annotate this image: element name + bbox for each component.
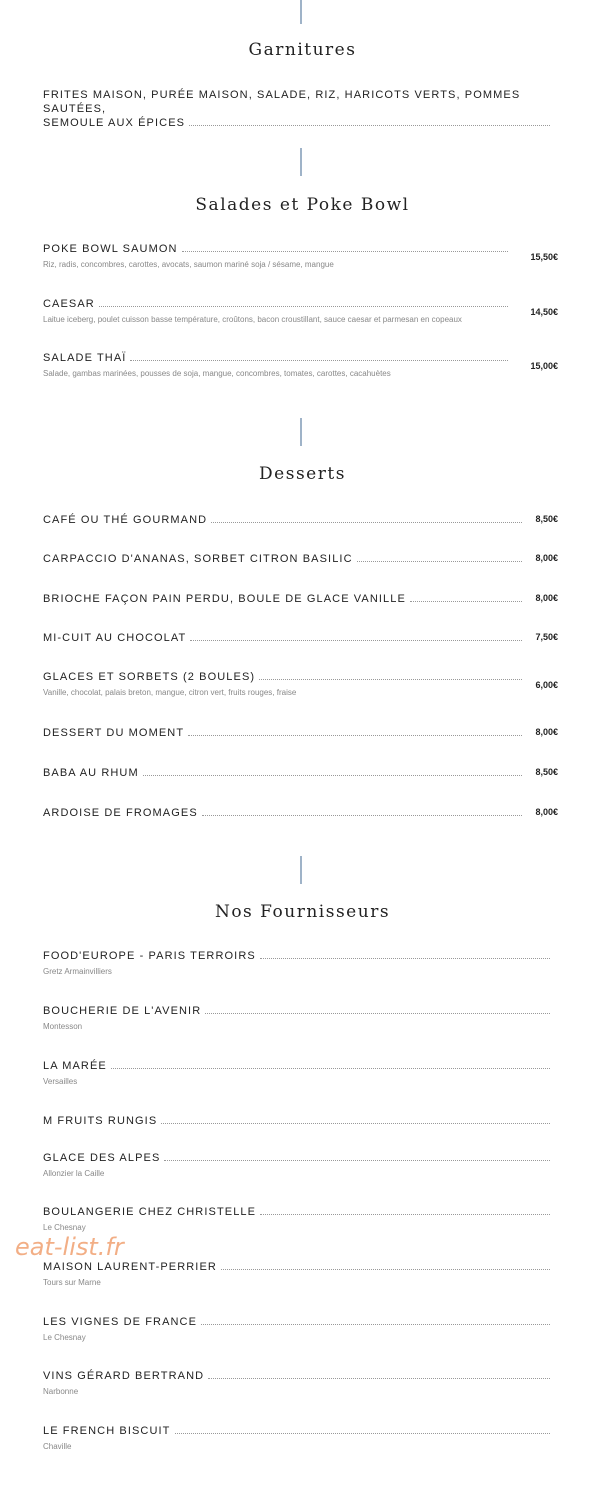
dot-leader bbox=[410, 601, 522, 602]
supplier-location: Chaville bbox=[43, 1442, 72, 1451]
section-title-salades: Salades et Poke Bowl bbox=[195, 195, 410, 215]
dot-leader bbox=[205, 1013, 550, 1014]
supplier-item bbox=[43, 1151, 558, 1178]
item-name: BABA AU RHUM bbox=[43, 767, 139, 779]
item-price: 14,50€ bbox=[530, 307, 558, 317]
supplier-location: Montesson bbox=[43, 1022, 83, 1031]
item-price: 8,50€ bbox=[535, 767, 558, 777]
item-price: 8,00€ bbox=[535, 593, 558, 603]
item-price: 6,00€ bbox=[535, 680, 558, 690]
dot-leader bbox=[202, 815, 522, 816]
supplier-item bbox=[43, 1059, 558, 1086]
menu-item bbox=[43, 297, 558, 324]
supplier-location: Tours sur Marne bbox=[43, 1278, 101, 1287]
item-description: Vanille, chocolat, palais breton, mangue, citron vert, fruits rouges, fraise bbox=[43, 688, 297, 697]
menu-item bbox=[43, 592, 558, 606]
dot-leader bbox=[99, 306, 508, 307]
supplier-name: VINS GÉRARD BERTRAND bbox=[43, 1370, 205, 1382]
menu-item bbox=[43, 351, 558, 378]
supplier-location: Narbonne bbox=[43, 1387, 79, 1396]
dot-leader bbox=[357, 561, 522, 562]
garnitures-text-line2: SEMOULE AUX ÉPICES bbox=[43, 117, 186, 129]
dot-leader bbox=[188, 735, 522, 736]
supplier-item bbox=[43, 1004, 558, 1031]
dot-leader bbox=[175, 1433, 551, 1434]
section-title-desserts: Desserts bbox=[259, 464, 346, 484]
item-price: 8,00€ bbox=[535, 727, 558, 737]
supplier-item bbox=[43, 1114, 558, 1128]
garnitures-list bbox=[43, 88, 550, 130]
item-name: GLACES ET SORBETS (2 BOULES) bbox=[43, 671, 256, 683]
menu-item bbox=[43, 670, 558, 697]
supplier-item bbox=[43, 1315, 558, 1342]
dot-leader bbox=[211, 522, 522, 523]
item-name: BRIOCHE FAÇON PAIN PERDU, BOULE DE GLACE VANILLE bbox=[43, 593, 406, 605]
section-title-garnitures: Garnitures bbox=[248, 40, 357, 60]
dot-leader bbox=[189, 125, 550, 126]
item-name: DESSERT DU MOMENT bbox=[43, 727, 185, 739]
menu-item bbox=[43, 766, 558, 780]
supplier-item bbox=[43, 1369, 558, 1396]
item-name: POKE BOWL SAUMON bbox=[43, 243, 178, 255]
section-divider bbox=[300, 148, 302, 176]
dot-leader bbox=[221, 1269, 550, 1270]
watermark-logo: eat-list.fr bbox=[15, 1233, 124, 1261]
supplier-name: LES VIGNES DE FRANCE bbox=[43, 1316, 198, 1328]
supplier-name: BOULANGERIE CHEZ CHRISTELLE bbox=[43, 1206, 257, 1218]
dot-leader bbox=[260, 1214, 550, 1215]
menu-item bbox=[43, 513, 558, 527]
dot-leader bbox=[201, 1324, 550, 1325]
dot-leader bbox=[182, 251, 508, 252]
dot-leader bbox=[111, 1068, 550, 1069]
item-name: CAESAR bbox=[43, 298, 95, 310]
supplier-item bbox=[43, 1205, 558, 1232]
section-divider bbox=[300, 0, 302, 24]
supplier-location: Allonzier la Caille bbox=[43, 1169, 105, 1178]
item-name: MI-CUIT AU CHOCOLAT bbox=[43, 632, 187, 644]
supplier-name: LA MARÉE bbox=[43, 1060, 107, 1072]
section-divider bbox=[300, 418, 302, 446]
item-price: 15,50€ bbox=[530, 252, 558, 262]
supplier-name: M FRUITS RUNGIS bbox=[43, 1115, 158, 1127]
item-description: Laitue iceberg, poulet cuisson basse température, croûtons, bacon croustillant, sauce caesar et parmesan en copeaux bbox=[43, 315, 462, 324]
item-price: 8,00€ bbox=[535, 807, 558, 817]
supplier-name: GLACE DES ALPES bbox=[43, 1152, 161, 1164]
dot-leader bbox=[161, 1123, 550, 1124]
item-name: CARPACCIO D'ANANAS, SORBET CITRON BASILIC bbox=[43, 553, 353, 565]
item-name: ARDOISE DE FROMAGES bbox=[43, 807, 198, 819]
dot-leader bbox=[259, 679, 522, 680]
section-divider bbox=[300, 856, 302, 884]
garnitures-text-line1: FRITES MAISON, PURÉE MAISON, SALADE, RIZ, HARICOTS VERTS, POMMES SAUTÉES, bbox=[43, 89, 521, 115]
supplier-name: FOOD'EUROPE - PARIS TERROIRS bbox=[43, 950, 256, 962]
supplier-name: BOUCHERIE DE L'AVENIR bbox=[43, 1005, 202, 1017]
menu-item bbox=[43, 726, 558, 740]
item-description: Salade, gambas marinées, pousses de soja, mangue, concombres, tomates, carottes, cacahuètes bbox=[43, 369, 391, 378]
menu-item bbox=[43, 552, 558, 566]
menu-item bbox=[43, 806, 558, 820]
supplier-name: LE FRENCH BISCUIT bbox=[43, 1425, 171, 1437]
supplier-name: MAISON LAURENT-PERRIER bbox=[43, 1261, 217, 1273]
dot-leader bbox=[143, 775, 522, 776]
menu-item bbox=[43, 631, 558, 645]
item-price: 7,50€ bbox=[535, 632, 558, 642]
supplier-location: Gretz Armainvilliers bbox=[43, 967, 112, 976]
dot-leader bbox=[130, 360, 508, 361]
supplier-item bbox=[43, 1424, 558, 1451]
item-description: Riz, radis, concombres, carottes, avocats, saumon mariné soja / sésame, mangue bbox=[43, 260, 334, 269]
supplier-location: Le Chesnay bbox=[43, 1223, 86, 1232]
item-name: CAFÉ OU THÉ GOURMAND bbox=[43, 514, 208, 526]
menu-item bbox=[43, 242, 558, 269]
dot-leader bbox=[208, 1378, 550, 1379]
item-name: SALADE THAÏ bbox=[43, 352, 127, 364]
dot-leader bbox=[190, 640, 522, 641]
dot-leader bbox=[164, 1160, 550, 1161]
item-price: 8,00€ bbox=[535, 553, 558, 563]
item-price: 15,00€ bbox=[530, 361, 558, 371]
supplier-location: Le Chesnay bbox=[43, 1333, 86, 1342]
section-title-fournisseurs: Nos Fournisseurs bbox=[214, 902, 391, 922]
item-price: 8,50€ bbox=[535, 514, 558, 524]
supplier-item bbox=[43, 1260, 558, 1287]
supplier-location: Versailles bbox=[43, 1077, 78, 1086]
supplier-item bbox=[43, 949, 558, 976]
dot-leader bbox=[260, 958, 550, 959]
